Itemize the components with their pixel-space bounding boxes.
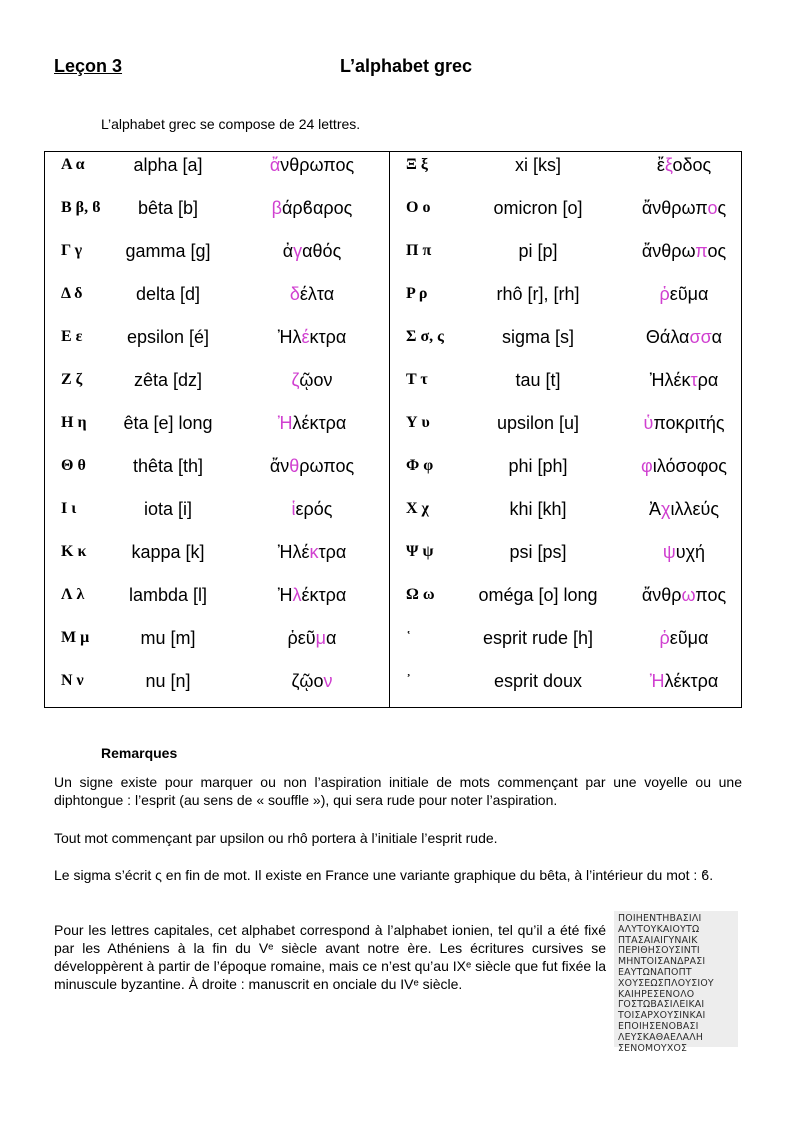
highlighted-letter: σσ <box>689 327 712 347</box>
greek-letter-forms: ᾿ <box>406 672 412 689</box>
greek-letter-forms: Ι ι <box>61 500 77 517</box>
example-word <box>604 412 764 434</box>
letter-name: omicron [o] <box>493 198 583 218</box>
example-word-prefix: Ἠλέ <box>277 542 310 562</box>
alphabet-row <box>390 412 734 454</box>
example-word-suffix: κτρα <box>309 327 347 347</box>
example-word <box>232 584 392 606</box>
manuscript-line: ΤΟΙΣΑΡΧΟΥΣΙΝΚΑΙ <box>618 1010 706 1022</box>
manuscript-line: ΠΕΡΙΘΗΣΟΥΣΙΝΤΙ <box>618 945 700 957</box>
highlighted-letter: ο <box>707 198 718 218</box>
example-word <box>604 584 764 606</box>
example-word <box>604 283 764 305</box>
example-word-suffix: ποκριτής <box>653 413 725 433</box>
example-word-prefix: Θάλα <box>645 327 690 347</box>
remark-history: Pour les lettres capitales, cet alphabet correspond à l’alphabet ionien, tel qu’il a été fixé par les Athéniens à la fin du Vᵉ siècle avant notre ère. Les écritures cursives se développèrent à partir de l’époque romaine, mais ce n’est qu’au IXᵉ siècle que fut fixée la minuscule byzantine. À droite : manuscrit en onciale du IVᵉ siècle. <box>54 922 606 992</box>
alphabet-table <box>44 151 742 708</box>
letter-name: psi [ps] <box>509 542 567 562</box>
remark-sigma-beta: Le sigma s’écrit ς en fin de mot. Il existe en France une variante graphique du bêta, à l’intérieur du mot : ϐ. <box>54 867 714 883</box>
greek-letter-forms: Μ μ <box>61 629 90 646</box>
alphabet-row <box>45 197 389 239</box>
highlighted-letter: γ <box>293 241 303 261</box>
highlighted-letter: ῥ <box>659 284 670 304</box>
letter-name: esprit rude [h] <box>482 628 594 648</box>
letter-name: upsilon [u] <box>496 413 580 433</box>
alphabet-row <box>45 670 389 712</box>
example-word-suffix: αθός <box>302 241 342 261</box>
example-word-prefix: Ἠλέκ <box>649 370 691 390</box>
manuscript-line: ΓΟΣΤΩΒΑΣΙΛΕΙΚΑΙ <box>618 999 705 1011</box>
lesson-number: Leçon 3 <box>54 56 123 76</box>
letter-name: rhô [r], [rh] <box>496 284 580 304</box>
greek-letter-forms: Κ κ <box>61 543 87 560</box>
alphabet-row <box>45 283 389 325</box>
highlighted-letter: ψ <box>662 542 676 562</box>
example-word <box>232 455 392 477</box>
greek-letter-forms: Ε ε <box>61 328 83 345</box>
manuscript-line: ΕΑΥΤΩΝΑΠΟΠΤ <box>618 966 692 978</box>
alphabet-row <box>45 455 389 497</box>
manuscript-line: ΜΗΝΤΟΙΣΑΝΔΡΑΣΙ <box>618 956 706 968</box>
example-word <box>232 541 392 563</box>
highlighted-letter: β <box>271 198 282 218</box>
alphabet-row <box>390 627 734 669</box>
example-word-suffix: ρωπος <box>299 456 355 476</box>
highlighted-letter: ν <box>323 671 333 691</box>
alphabet-row <box>45 584 389 626</box>
manuscript-line: ΠΟΙΗΕΝΤΗΒΑΣΙΛΙ <box>618 913 702 924</box>
letter-name: esprit doux <box>493 671 583 691</box>
manuscript-line: ΛΕΥΣΚΑΘΑΕΛΑΛΗ <box>618 1031 704 1043</box>
example-word-suffix: ῷον <box>299 370 333 390</box>
alphabet-row <box>390 498 734 540</box>
example-word-prefix: ἔ <box>656 155 665 175</box>
alphabet-row <box>45 369 389 411</box>
example-word-prefix: ῥεῦ <box>287 628 316 648</box>
letter-name: mu [m] <box>140 628 196 648</box>
letter-name: êta [e] long <box>123 413 213 433</box>
highlighted-letter: ξ <box>664 155 673 175</box>
greek-letter-forms: Ζ ζ <box>61 371 83 388</box>
example-word <box>232 240 392 262</box>
remark-upsilon-rho: Tout mot commençant par upsilon ou rhô portera à l’initiale l’esprit rude. <box>54 830 498 846</box>
greek-letter-forms: Ο ο <box>406 199 431 216</box>
example-word-suffix: πος <box>695 585 727 605</box>
example-word-prefix: ἄνθρ <box>641 585 682 605</box>
example-word-prefix: ἀ <box>282 241 294 261</box>
highlighted-letter: ω <box>681 585 696 605</box>
example-word <box>232 283 392 305</box>
uncial-manuscript-image <box>614 911 738 1054</box>
example-word-prefix: Ἠλ <box>277 327 302 347</box>
example-word-suffix: ιλόσοφος <box>652 456 727 476</box>
letter-name: zêta [dz] <box>133 370 203 390</box>
example-word <box>232 670 392 692</box>
highlighted-letter: μ <box>315 628 327 648</box>
letter-name: lambda [l] <box>128 585 208 605</box>
example-word-suffix: άρϐαρος <box>282 198 353 218</box>
alphabet-row <box>390 369 734 411</box>
greek-letter-forms: Ξ ξ <box>406 156 428 173</box>
example-word <box>232 498 392 520</box>
example-word-suffix: ος <box>707 241 727 261</box>
letter-name: iota [i] <box>143 499 193 519</box>
manuscript-line: ΧΟΥΣΕΩΣΠΛΟΥΣΙΟΥ <box>618 977 714 989</box>
greek-letter-forms: Η η <box>61 414 87 431</box>
greek-letter-forms: Π π <box>406 242 432 259</box>
example-word <box>604 498 764 520</box>
example-word <box>232 627 392 649</box>
letter-name: bêta [b] <box>137 198 199 218</box>
alphabet-row <box>390 240 734 282</box>
example-word <box>232 369 392 391</box>
highlighted-letter: ζ <box>291 370 300 390</box>
example-word-suffix: εῦμα <box>669 628 709 648</box>
highlighted-letter: τ <box>690 370 698 390</box>
remarks-heading: Remarques <box>101 745 178 761</box>
alphabet-row <box>390 154 734 196</box>
greek-letter-forms: Ρ ρ <box>406 285 428 302</box>
example-word <box>604 670 764 692</box>
alphabet-row <box>390 541 734 583</box>
manuscript-line: ΑΛΥΤΟΥΚΑΙΟΥΤΩ <box>618 923 700 935</box>
highlighted-letter: δ <box>289 284 300 304</box>
remark-aspiration: Un signe existe pour marquer ou non l’aspiration initiale de mots commençant par une voyelle ou une diphtongue : l’esprit (au sens de « souffle »), qui sera rude pour noter l’aspiration. <box>54 774 742 808</box>
greek-letter-forms: Τ τ <box>406 371 428 388</box>
manuscript-line: ΣΕΝΟΜΟΥΧΟΣ <box>618 1042 688 1054</box>
letter-name: oméga [o] long <box>478 585 598 605</box>
example-word-suffix: υχή <box>675 542 706 562</box>
letter-name: alpha [a] <box>133 155 203 175</box>
example-word-suffix: εῦμα <box>669 284 709 304</box>
example-word <box>604 627 764 649</box>
alphabet-row <box>45 498 389 540</box>
alphabet-row <box>45 627 389 669</box>
greek-letter-forms: Φ φ <box>406 457 434 474</box>
alphabet-row <box>390 455 734 497</box>
letter-name: tau [t] <box>515 370 561 390</box>
example-word-prefix: ἄν <box>269 456 290 476</box>
example-word-suffix: τρα <box>318 542 347 562</box>
highlighted-letter: κ <box>309 542 319 562</box>
letter-name: nu [n] <box>145 671 191 691</box>
example-word-prefix: Ἠ <box>277 585 293 605</box>
example-word <box>604 326 764 348</box>
alphabet-row <box>45 412 389 454</box>
example-word-suffix: α <box>711 327 723 347</box>
highlighted-letter: ἄ <box>269 155 281 175</box>
letter-name: sigma [s] <box>501 327 575 347</box>
letter-name: phi [ph] <box>508 456 568 476</box>
example-word <box>232 412 392 434</box>
example-word-suffix: νθρωπος <box>280 155 355 175</box>
page-title: L’alphabet grec <box>340 56 473 76</box>
alphabet-row <box>45 240 389 282</box>
greek-letter-forms: Δ δ <box>61 285 83 302</box>
example-word-prefix: ἄνθρωπ <box>641 198 708 218</box>
example-word <box>604 369 764 391</box>
letter-name: kappa [k] <box>131 542 205 562</box>
highlighted-letter: ῥ <box>659 628 670 648</box>
example-word-suffix: λέκτρα <box>664 671 719 691</box>
greek-letter-forms: Α α <box>61 156 85 173</box>
alphabet-row <box>390 670 734 712</box>
example-word <box>604 197 764 219</box>
greek-letter-forms: Β β, ϐ <box>61 199 101 216</box>
letter-name: pi [p] <box>518 241 558 261</box>
example-word <box>604 240 764 262</box>
alphabet-row <box>45 541 389 583</box>
example-word-prefix: ζῷο <box>291 671 324 691</box>
letter-name: xi [ks] <box>514 155 561 175</box>
example-word <box>604 541 764 563</box>
example-word-prefix: ἄνθρω <box>641 241 696 261</box>
letter-name: khi [kh] <box>509 499 567 519</box>
example-word-suffix: ιλλεύς <box>670 499 719 519</box>
example-word-suffix: έκτρα <box>301 585 347 605</box>
manuscript-line: ΠΤΑΣΑΙΑΙΓΥΝΑΙΚ <box>618 934 698 946</box>
greek-letter-forms: Λ λ <box>61 586 85 603</box>
highlighted-letter: φ <box>641 456 653 476</box>
highlighted-letter: λ <box>292 585 302 605</box>
highlighted-letter: θ <box>289 456 300 476</box>
greek-letter-forms: Σ σ, ς <box>406 328 444 345</box>
example-word <box>232 326 392 348</box>
intro-text: L’alphabet grec se compose de 24 lettres. <box>101 116 361 132</box>
greek-letter-forms: Γ γ <box>61 242 83 259</box>
letter-name: epsilon [é] <box>126 327 210 347</box>
example-word-suffix: ρα <box>697 370 719 390</box>
alphabet-row <box>45 154 389 196</box>
greek-letter-forms: Ν ν <box>61 672 84 689</box>
highlighted-letter: π <box>695 241 708 261</box>
example-word-suffix: οδος <box>672 155 712 175</box>
greek-letter-forms: Θ θ <box>61 457 86 474</box>
alphabet-row <box>390 283 734 325</box>
example-word-suffix: έλτα <box>299 284 335 304</box>
manuscript-line: ΚΑΙΗΡΕΣΕΝΟΛΟ <box>618 988 695 1000</box>
letter-name: delta [d] <box>135 284 201 304</box>
greek-letter-forms: Ω ω <box>406 586 435 603</box>
highlighted-letter: χ <box>661 499 671 519</box>
highlighted-letter: Ἠ <box>649 671 665 691</box>
example-word <box>604 455 764 477</box>
example-word <box>232 154 392 176</box>
alphabet-row <box>390 584 734 626</box>
greek-letter-forms: Υ υ <box>406 414 430 431</box>
highlighted-letter: Ἠ <box>277 413 293 433</box>
example-word-suffix: ς <box>717 198 727 218</box>
alphabet-row <box>390 326 734 368</box>
greek-letter-forms: Ψ ψ <box>406 543 434 560</box>
greek-letter-forms: Χ χ <box>406 500 429 517</box>
example-word-suffix: ερός <box>295 499 333 519</box>
example-word <box>604 154 764 176</box>
manuscript-line: ΕΠΟΙΗΣΕΝΟΒΑΣΙ <box>618 1020 699 1032</box>
example-word <box>232 197 392 219</box>
example-word-suffix: λέκτρα <box>292 413 347 433</box>
greek-letter-forms: ῾ <box>406 629 412 646</box>
example-word-suffix: α <box>326 628 337 648</box>
alphabet-row <box>390 197 734 239</box>
highlighted-letter: ὑ <box>643 413 654 433</box>
example-word-prefix: Ἀ <box>648 499 661 519</box>
highlighted-letter: ἱ <box>291 499 296 519</box>
alphabet-row <box>45 326 389 368</box>
letter-name: thêta [th] <box>132 456 204 476</box>
highlighted-letter: έ <box>301 327 310 347</box>
letter-name: gamma [g] <box>125 241 211 261</box>
